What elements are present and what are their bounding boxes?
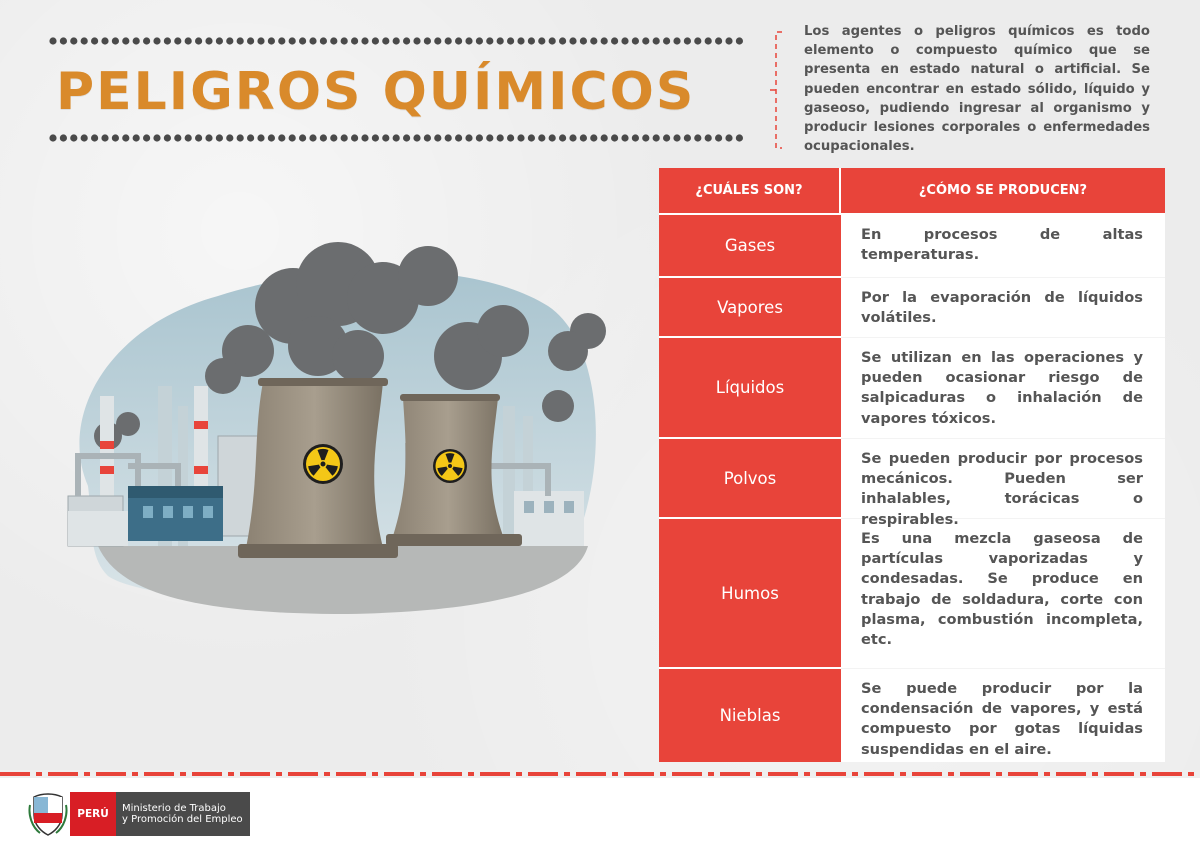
divider-dot: [299, 37, 306, 44]
ministry-name: [116, 792, 250, 836]
divider-dot: [320, 134, 327, 141]
divider-dot: [133, 134, 140, 141]
divider-dot: [465, 37, 472, 44]
divider-dot: [538, 134, 545, 141]
divider-dot: [465, 134, 472, 141]
divider-dot: [257, 37, 264, 44]
radiation-icon: [303, 444, 343, 484]
divider-dot: [393, 134, 400, 141]
divider-dot: [351, 37, 358, 44]
divider-dot: [715, 134, 722, 141]
divider-dot: [528, 134, 535, 141]
divider-dot: [205, 37, 212, 44]
divider-dot: [205, 134, 212, 141]
divider-dot: [684, 37, 691, 44]
divider-dot: [351, 134, 358, 141]
divider-dot: [60, 37, 67, 44]
divider-dot: [445, 37, 452, 44]
divider-dot: [497, 37, 504, 44]
divider-dot: [445, 134, 452, 141]
radiation-icon: [433, 449, 467, 483]
divider-dot: [361, 37, 368, 44]
divider-dot: [299, 134, 306, 141]
divider-dot: [153, 134, 160, 141]
divider-dot: [122, 37, 129, 44]
divider-dot: [101, 37, 108, 44]
divider-dot: [569, 37, 576, 44]
divider-dot: [673, 134, 680, 141]
coat-of-arms-icon: [28, 791, 68, 837]
divider-dot: [736, 37, 743, 44]
divider-dot: [601, 134, 608, 141]
divider-dot: [434, 37, 441, 44]
divider-dot: [517, 37, 524, 44]
dotted-divider-bottom: [48, 133, 744, 143]
divider-dot: [517, 134, 524, 141]
divider-dot: [601, 37, 608, 44]
row-desc-humos: Es una mezcla gaseosa de partículas vaporizadas y condesadas. Se produce en trabajo de soldadura, corte con plasma, combustión incompleta, etc.: [841, 519, 1165, 669]
column-header-how: ¿CÓMO SE PRODUCEN?: [841, 168, 1165, 215]
divider-dot: [497, 134, 504, 141]
divider-dot: [413, 134, 420, 141]
row-name-polvos: Polvos: [659, 439, 841, 519]
divider-dot: [226, 37, 233, 44]
divider-dot: [580, 134, 587, 141]
divider-dot: [185, 37, 192, 44]
divider-dot: [413, 37, 420, 44]
divider-dot: [216, 134, 223, 141]
divider-dot: [247, 134, 254, 141]
divider-dot: [403, 134, 410, 141]
ministry-line-2: y Promoción del Empleo: [122, 814, 243, 825]
divider-dot: [237, 134, 244, 141]
divider-dot: [590, 37, 597, 44]
divider-dot: [153, 37, 160, 44]
divider-dot: [101, 134, 108, 141]
divider-dot: [549, 134, 556, 141]
row-desc-gases: En procesos de altas temperaturas.: [841, 215, 1165, 278]
ministry-logo: [28, 791, 250, 837]
divider-dot: [528, 37, 535, 44]
divider-dot: [341, 134, 348, 141]
divider-dot: [725, 134, 732, 141]
divider-dot: [382, 134, 389, 141]
divider-dot: [143, 37, 150, 44]
divider-dot: [559, 37, 566, 44]
divider-dot: [112, 37, 119, 44]
divider-dot: [49, 37, 56, 44]
divider-dot: [507, 37, 514, 44]
divider-dot: [673, 37, 680, 44]
divider-dot: [663, 37, 670, 44]
divider-dot: [538, 37, 545, 44]
divider-dot: [309, 37, 316, 44]
divider-dot: [486, 134, 493, 141]
divider-dot: [736, 134, 743, 141]
row-desc-nieblas: Se puede producir por la condensación de vapores, y está compuesto por gotas líquidas suspendidas en el aire.: [861, 680, 1143, 758]
divider-dot: [268, 134, 275, 141]
row-desc-polvos: Se pueden producir por procesos mecánicos. Pueden ser inhalables, torácicas o respirables.: [841, 439, 1165, 519]
divider-dot: [569, 134, 576, 141]
divider-dot: [257, 134, 264, 141]
divider-dot: [621, 37, 628, 44]
divider-dot: [559, 134, 566, 141]
divider-dot: [580, 37, 587, 44]
divider-dot: [174, 134, 181, 141]
row-name-liquidos: Líquidos: [659, 338, 841, 439]
divider-dot: [341, 37, 348, 44]
divider-dot: [632, 134, 639, 141]
divider-dot: [611, 37, 618, 44]
divider-dot: [642, 37, 649, 44]
divider-dot: [70, 37, 77, 44]
divider-dot: [653, 37, 660, 44]
divider-dot: [226, 134, 233, 141]
row-desc-vapores: Por la evaporación de líquidos volátiles.: [841, 278, 1165, 338]
divider-dot: [330, 37, 337, 44]
dotted-divider-top: [48, 36, 744, 46]
divider-dot: [278, 37, 285, 44]
divider-dot: [632, 37, 639, 44]
divider-dot: [382, 37, 389, 44]
divider-dot: [133, 37, 140, 44]
divider-dot: [725, 37, 732, 44]
row-name-nieblas: Nieblas: [659, 669, 841, 762]
divider-dot: [424, 134, 431, 141]
divider-dot: [174, 37, 181, 44]
divider-dot: [361, 134, 368, 141]
intro-paragraph: Los agentes o peligros químicos es todo elemento o compuesto químico que se presenta en estado natural o artificial. Se pueden encontrar en estado sólido, líquido y gaseoso, pudiendo ingresar al organismo y producir lesiones corporales o enfermedades ocupacionales.: [804, 24, 1150, 155]
row-desc-liquidos: Se utilizan en las operaciones y pueden ocasionar riesgo de salpicaduras o inhalación de vapores tóxicos.: [841, 338, 1165, 439]
divider-dot: [393, 37, 400, 44]
divider-dot: [476, 37, 483, 44]
divider-dot: [476, 134, 483, 141]
ministry-line-1: Ministerio de Trabajo: [122, 803, 226, 814]
divider-dot: [486, 37, 493, 44]
divider-dot: [195, 37, 202, 44]
divider-dot: [185, 134, 192, 141]
divider-dot: [143, 134, 150, 141]
divider-dot: [164, 37, 171, 44]
divider-dot: [434, 134, 441, 141]
page-title: PELIGROS QUÍMICOS: [56, 62, 696, 122]
footer-dashed-line: [0, 770, 1200, 778]
column-header-what: ¿CUÁLES SON?: [659, 168, 841, 215]
divider-dot: [455, 134, 462, 141]
divider-dot: [122, 134, 129, 141]
divider-dot: [372, 37, 379, 44]
divider-dot: [164, 134, 171, 141]
divider-dot: [70, 134, 77, 141]
divider-dot: [549, 37, 556, 44]
divider-dot: [309, 134, 316, 141]
divider-dot: [653, 134, 660, 141]
divider-dot: [320, 37, 327, 44]
divider-dot: [403, 37, 410, 44]
peru-label: PERÚ: [70, 792, 116, 836]
hazards-table: [659, 168, 1165, 762]
divider-dot: [684, 134, 691, 141]
divider-dot: [91, 37, 98, 44]
divider-dot: [237, 37, 244, 44]
divider-dot: [642, 134, 649, 141]
divider-dot: [705, 134, 712, 141]
divider-dot: [60, 134, 67, 141]
divider-dot: [112, 134, 119, 141]
divider-dot: [590, 134, 597, 141]
divider-dot: [268, 37, 275, 44]
divider-dot: [424, 37, 431, 44]
divider-dot: [507, 134, 514, 141]
divider-dot: [705, 37, 712, 44]
divider-dot: [372, 134, 379, 141]
divider-dot: [694, 37, 701, 44]
row-name-vapores: Vapores: [659, 278, 841, 338]
divider-dot: [330, 134, 337, 141]
divider-dot: [663, 134, 670, 141]
divider-dot: [91, 134, 98, 141]
divider-dot: [455, 37, 462, 44]
divider-dot: [715, 37, 722, 44]
divider-dot: [49, 134, 56, 141]
divider-dot: [289, 37, 296, 44]
chemical-plant-illustration: [48, 236, 618, 616]
divider-dot: [611, 134, 618, 141]
divider-dot: [289, 134, 296, 141]
divider-dot: [216, 37, 223, 44]
row-name-humos: Humos: [659, 519, 841, 669]
divider-dot: [81, 134, 88, 141]
divider-dot: [247, 37, 254, 44]
divider-dot: [195, 134, 202, 141]
divider-dot: [278, 134, 285, 141]
intro-bracket-line: [770, 30, 784, 150]
divider-dot: [621, 134, 628, 141]
divider-dot: [694, 134, 701, 141]
row-name-gases: Gases: [659, 215, 841, 278]
divider-dot: [81, 37, 88, 44]
